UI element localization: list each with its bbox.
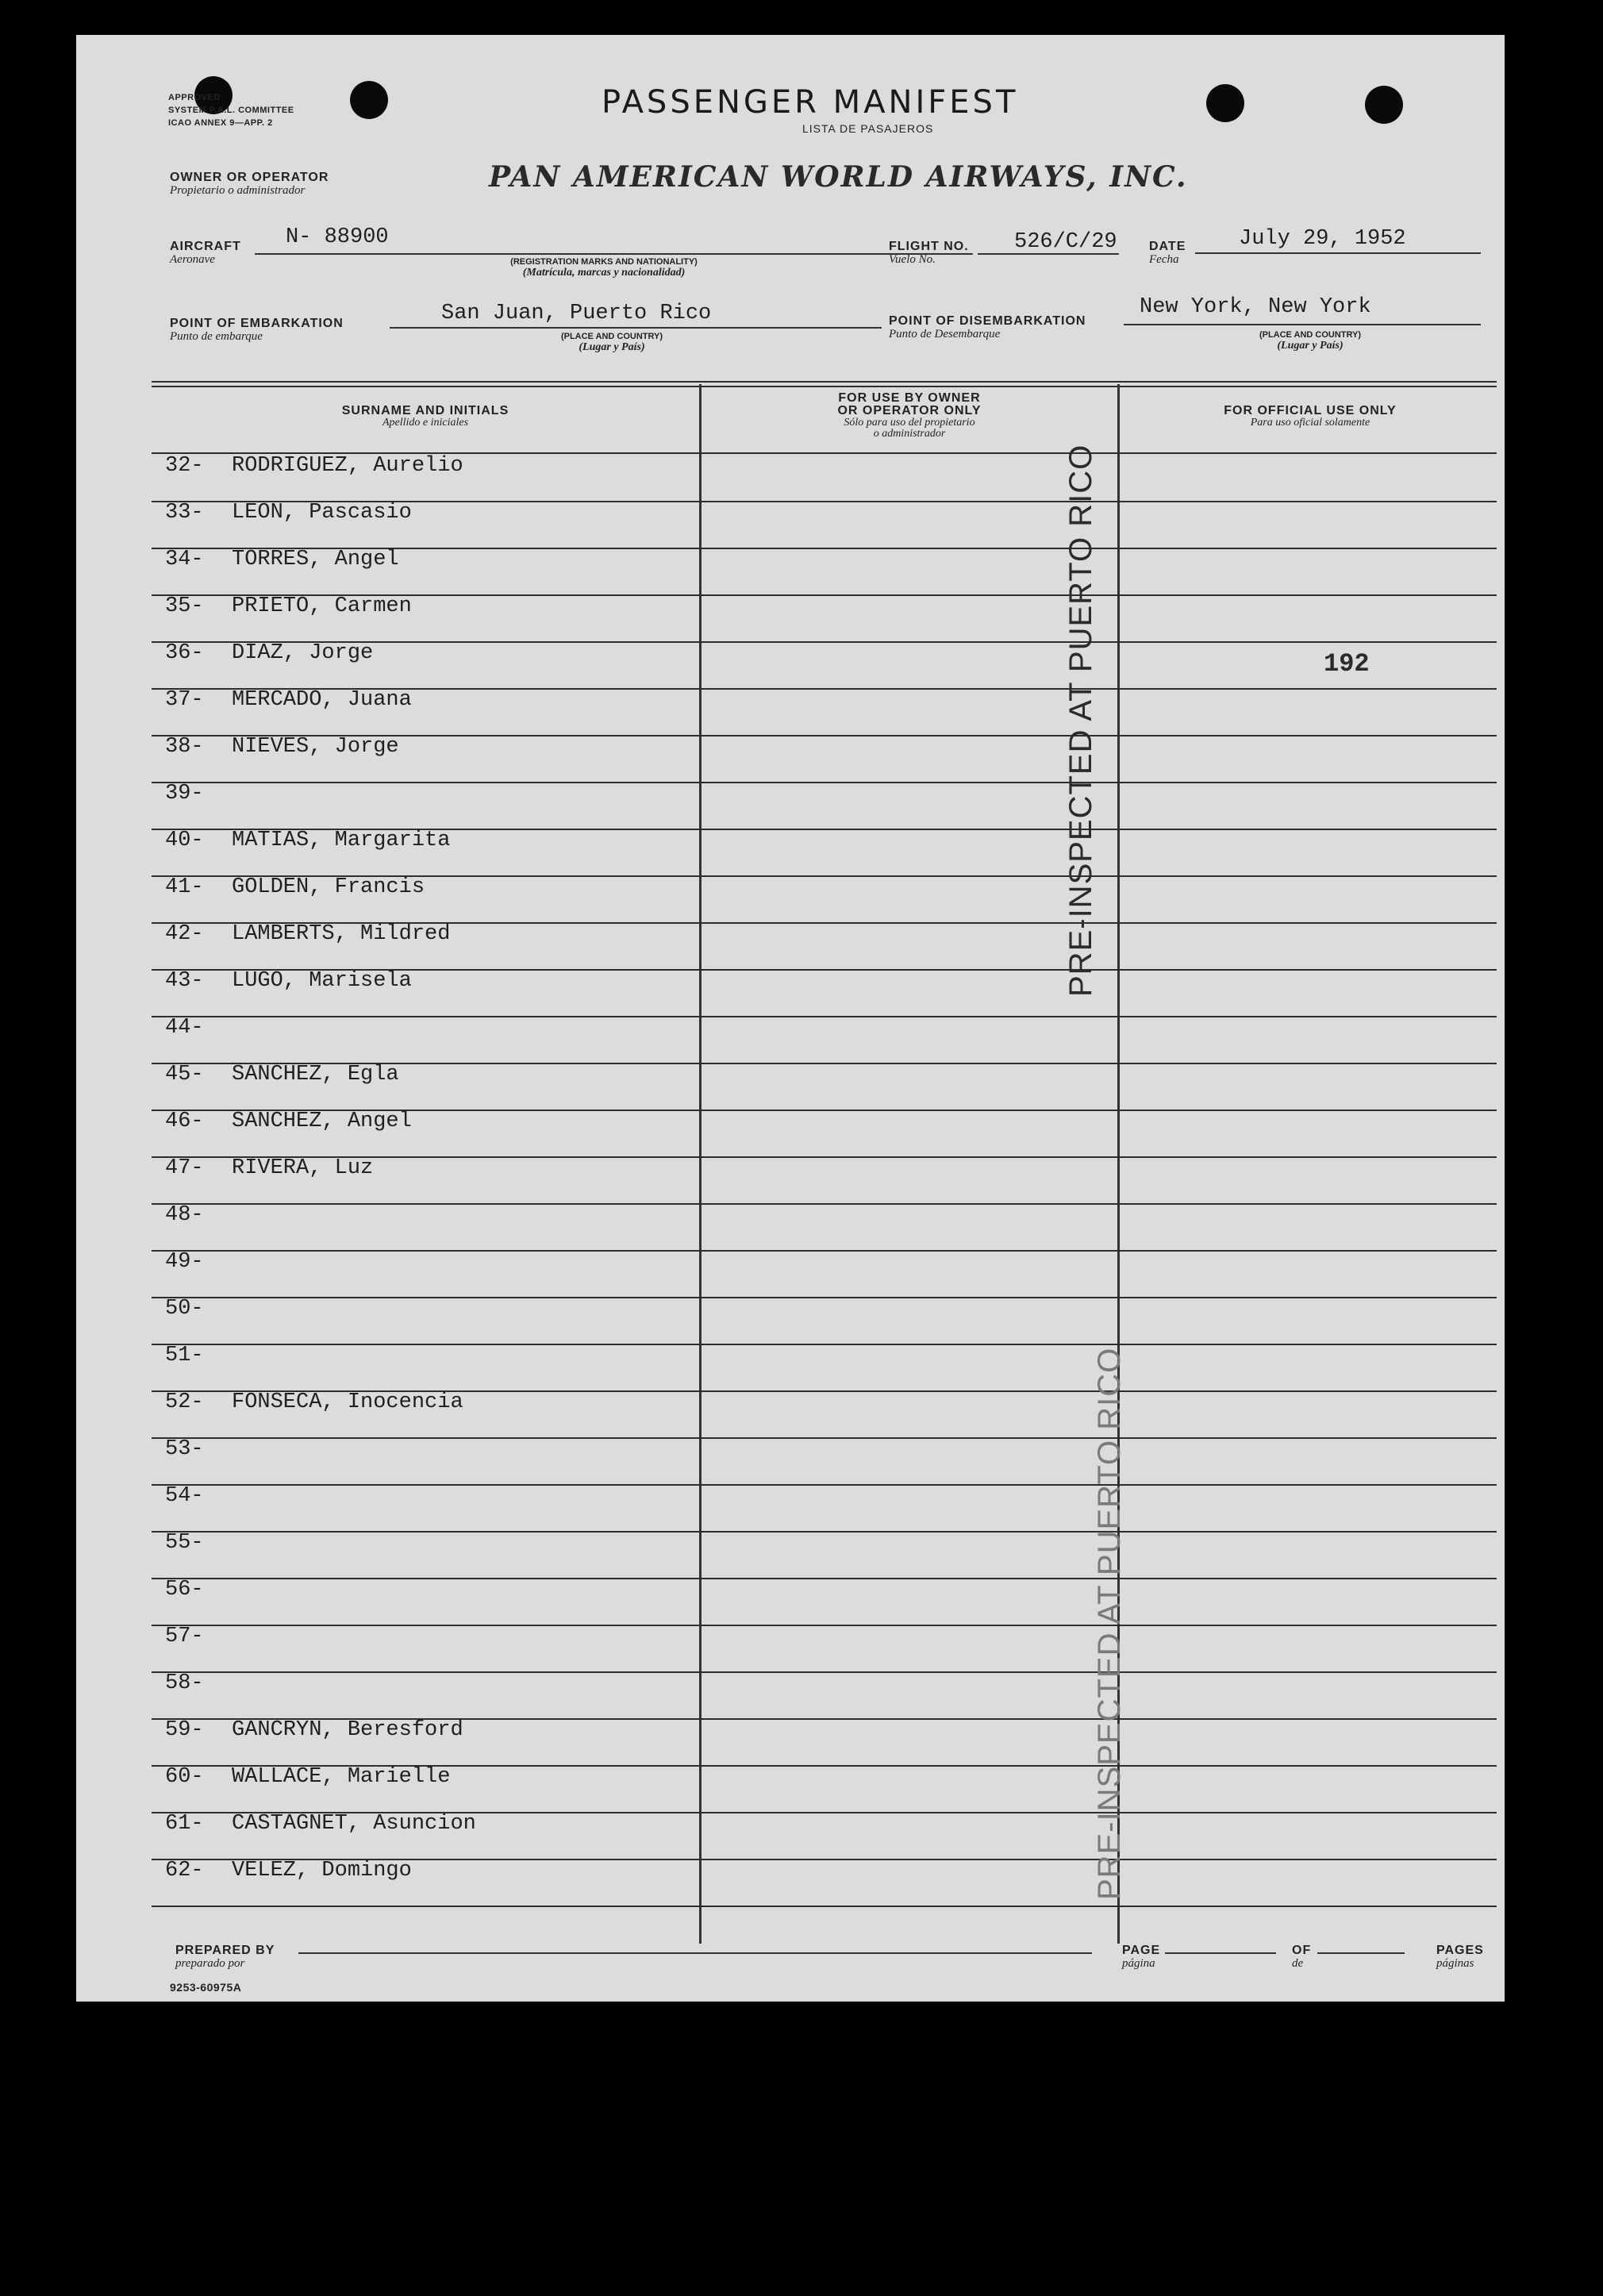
row-number: 48- <box>165 1203 204 1227</box>
flight-value: 526/C/29 <box>1014 230 1117 254</box>
passenger-name: MERCADO, Juana <box>232 688 412 712</box>
page-underline <box>1165 1952 1276 1954</box>
aircraft-sub <box>378 257 830 278</box>
flight-label-en: FLIGHT NO. <box>889 240 969 253</box>
row-number: 47- <box>165 1156 204 1180</box>
punch-hole <box>350 81 388 119</box>
approval-line-2: SYSTEM P.A.L. COMMITTEE <box>168 106 294 115</box>
row-number: 32- <box>165 454 204 478</box>
owner-label <box>170 171 329 198</box>
row-number: 60- <box>165 1765 204 1789</box>
passenger-name: DIAZ, Jorge <box>232 641 374 665</box>
aircraft-value: N- 88900 <box>286 225 389 249</box>
pre-inspected-stamp: PRE-INSPECTED AT PUERTO RICO <box>1063 444 1098 997</box>
passenger-name: RODRIGUEZ, Aurelio <box>232 454 463 478</box>
passenger-name: MATIAS, Margarita <box>232 829 451 852</box>
of-label-es: de <box>1292 1957 1304 1970</box>
embarkation-sub <box>509 332 715 352</box>
passenger-name: FONSECA, Inocencia <box>232 1390 463 1414</box>
passenger-name: RIVERA, Luz <box>232 1156 374 1180</box>
aircraft-sub-en: (REGISTRATION MARKS AND NATIONALITY) <box>510 257 698 267</box>
table-row <box>76 1437 1505 1484</box>
punch-hole <box>1206 84 1244 122</box>
row-number: 44- <box>165 1016 204 1040</box>
table-row <box>76 641 1505 688</box>
embarkation-label <box>170 317 344 344</box>
date-underline <box>1195 252 1481 254</box>
row-number: 46- <box>165 1110 204 1133</box>
table-row <box>76 548 1505 594</box>
table-row <box>76 1297 1505 1344</box>
pre-inspected-stamp-faint: PRE-INSPECTED AT PUERTO RICO <box>1092 1347 1127 1900</box>
row-number: 38- <box>165 735 204 759</box>
row-number: 34- <box>165 548 204 571</box>
row-number: 33- <box>165 501 204 525</box>
table-row <box>76 922 1505 969</box>
page-label <box>1122 1944 1160 1971</box>
column-header-surname-en: SURNAME AND INITIALS <box>341 404 509 417</box>
pages-label-en: PAGES <box>1436 1944 1484 1957</box>
date-label <box>1149 240 1186 267</box>
of-label-en: OF <box>1292 1944 1312 1957</box>
aircraft-label <box>170 240 241 267</box>
table-row <box>76 1063 1505 1110</box>
passenger-name: WALLACE, Marielle <box>232 1765 451 1789</box>
owner-value: PAN AMERICAN WORLD AIRWAYS, INC. <box>489 160 1188 194</box>
table-row <box>76 1390 1505 1437</box>
row-number: 42- <box>165 922 204 946</box>
row-number: 54- <box>165 1484 204 1508</box>
column-header-owner-use <box>711 392 1108 440</box>
table-row <box>76 1016 1505 1063</box>
row-number: 59- <box>165 1718 204 1742</box>
row-number: 43- <box>165 969 204 993</box>
embarkation-sub-es: (Lugar y País) <box>579 341 645 353</box>
row-number: 61- <box>165 1812 204 1836</box>
disembarkation-underline <box>1124 324 1481 325</box>
table-row <box>76 1671 1505 1718</box>
row-number: 58- <box>165 1671 204 1695</box>
row-number: 62- <box>165 1859 204 1883</box>
aircraft-underline <box>255 253 973 255</box>
prepared-by-underline <box>298 1952 1092 1954</box>
column-header-official-use <box>1136 405 1485 429</box>
table-row <box>76 1484 1505 1531</box>
disembarkation-sub-es: (Lugar y País) <box>1277 340 1344 352</box>
row-number: 37- <box>165 688 204 712</box>
column-header-owner-use-es-2: o administrador <box>873 428 946 440</box>
disembarkation-label <box>889 314 1086 341</box>
row-number: 55- <box>165 1531 204 1555</box>
table-row <box>76 1250 1505 1297</box>
date-value: July 29, 1952 <box>1239 227 1406 251</box>
table-row <box>76 1625 1505 1671</box>
table-row <box>76 1203 1505 1250</box>
date-label-en: DATE <box>1149 240 1186 253</box>
embarkation-value: San Juan, Puerto Rico <box>441 302 712 325</box>
table-bottom-rule <box>152 1906 1497 1907</box>
table-row <box>76 1718 1505 1765</box>
row-number: 52- <box>165 1390 204 1414</box>
passenger-name: SANCHEZ, Angel <box>232 1110 412 1133</box>
row-number: 50- <box>165 1297 204 1321</box>
table-row <box>76 688 1505 735</box>
passenger-name: TORRES, Angel <box>232 548 399 571</box>
embarkation-sub-en: (PLACE AND COUNTRY) <box>560 332 663 341</box>
of-label <box>1292 1944 1311 1971</box>
passenger-name: NIEVES, Jorge <box>232 735 399 759</box>
column-header-owner-use-es-1: Sólo para uso del propietario <box>844 417 975 429</box>
aircraft-sub-es: (Matrícula, marcas y nacionalidad) <box>522 267 686 279</box>
table-row <box>76 1156 1505 1203</box>
table-row <box>76 1812 1505 1859</box>
prepared-by-label-es: preparado por <box>175 1957 245 1970</box>
disembarkation-value: New York, New York <box>1140 295 1371 319</box>
column-header-surname <box>203 405 648 429</box>
table-row <box>76 501 1505 548</box>
row-number: 39- <box>165 782 204 806</box>
row-number: 57- <box>165 1625 204 1648</box>
passenger-name: GANCRYN, Beresford <box>232 1718 463 1742</box>
flight-label-es: Vuelo No. <box>889 253 936 266</box>
passenger-name: PRIETO, Carmen <box>232 594 412 618</box>
owner-label-en: OWNER OR OPERATOR <box>170 171 329 184</box>
table-row <box>76 969 1505 1016</box>
passenger-name: LAMBERTS, Mildred <box>232 922 451 946</box>
table-row <box>76 782 1505 829</box>
passenger-name: VELEZ, Domingo <box>232 1859 412 1883</box>
passenger-name: SANCHEZ, Egla <box>232 1063 399 1086</box>
row-number: 49- <box>165 1250 204 1274</box>
page-subtitle: LISTA DE PASAJEROS <box>802 122 934 135</box>
official-use-number: 192 <box>1324 649 1370 679</box>
aircraft-label-es: Aeronave <box>170 253 215 266</box>
table-top-rule <box>152 381 1497 383</box>
embarkation-label-es: Punto de embarque <box>170 330 263 343</box>
disembarkation-label-es: Punto de Desembarque <box>889 328 1001 340</box>
embarkation-label-en: POINT OF EMBARKATION <box>170 317 344 330</box>
of-underline <box>1317 1952 1405 1954</box>
page-label-es: página <box>1122 1957 1155 1970</box>
approval-line-3: ICAO ANNEX 9—APP. 2 <box>168 118 273 128</box>
table-row <box>76 1531 1505 1578</box>
row-number: 56- <box>165 1578 204 1602</box>
passenger-name: LEON, Pascasio <box>232 501 412 525</box>
column-header-official-use-es: Para uso oficial solamente <box>1250 417 1370 429</box>
column-header-owner-use-1: FOR USE BY OWNER <box>838 391 981 405</box>
table-row <box>76 829 1505 875</box>
row-number: 35- <box>165 594 204 618</box>
table-row <box>76 1578 1505 1625</box>
flight-label <box>889 240 969 267</box>
table-row <box>76 735 1505 782</box>
owner-label-es: Propietario o administrador <box>170 184 306 197</box>
passenger-name: LUGO, Marisela <box>232 969 412 993</box>
table-row <box>76 875 1505 922</box>
pages-label-es: páginas <box>1436 1957 1474 1970</box>
manifest-sheet <box>76 35 1505 2002</box>
table-row <box>76 1859 1505 1906</box>
passenger-name: CASTAGNET, Asuncion <box>232 1812 476 1836</box>
form-number: 9253-60975A <box>170 1981 242 1994</box>
table-row <box>76 454 1505 501</box>
embarkation-underline <box>390 327 882 329</box>
prepared-by-label-en: PREPARED BY <box>175 1944 275 1957</box>
prepared-by-label <box>175 1944 275 1971</box>
table-row <box>76 1765 1505 1812</box>
page-label-en: PAGE <box>1122 1944 1161 1957</box>
pages-label <box>1436 1944 1484 1971</box>
table-row <box>76 1110 1505 1156</box>
table-row <box>76 1344 1505 1390</box>
disembarkation-label-en: POINT OF DISEMBARKATION <box>889 314 1086 328</box>
approval-block <box>168 91 294 129</box>
row-number: 40- <box>165 829 204 852</box>
row-number: 41- <box>165 875 204 899</box>
date-label-es: Fecha <box>1149 253 1179 266</box>
column-header-owner-use-2: OR OPERATOR ONLY <box>837 404 982 417</box>
row-number: 45- <box>165 1063 204 1086</box>
page-title: PASSENGER MANIFEST <box>602 84 1019 121</box>
row-number: 53- <box>165 1437 204 1461</box>
approval-line-1: APPROVED <box>168 93 221 102</box>
punch-hole <box>1365 86 1403 124</box>
column-header-surname-es: Apellido e iniciales <box>382 417 469 429</box>
flight-underline <box>978 253 1119 255</box>
passenger-name: GOLDEN, Francis <box>232 875 425 899</box>
aircraft-label-en: AIRCRAFT <box>170 240 241 253</box>
row-number: 51- <box>165 1344 204 1367</box>
table-row <box>76 594 1505 641</box>
disembarkation-sub <box>1203 330 1417 351</box>
column-header-official-use-en: FOR OFFICIAL USE ONLY <box>1224 404 1397 417</box>
table-top-rule <box>152 386 1497 387</box>
row-number: 36- <box>165 641 204 665</box>
disembarkation-sub-en: (PLACE AND COUNTRY) <box>1259 330 1362 340</box>
